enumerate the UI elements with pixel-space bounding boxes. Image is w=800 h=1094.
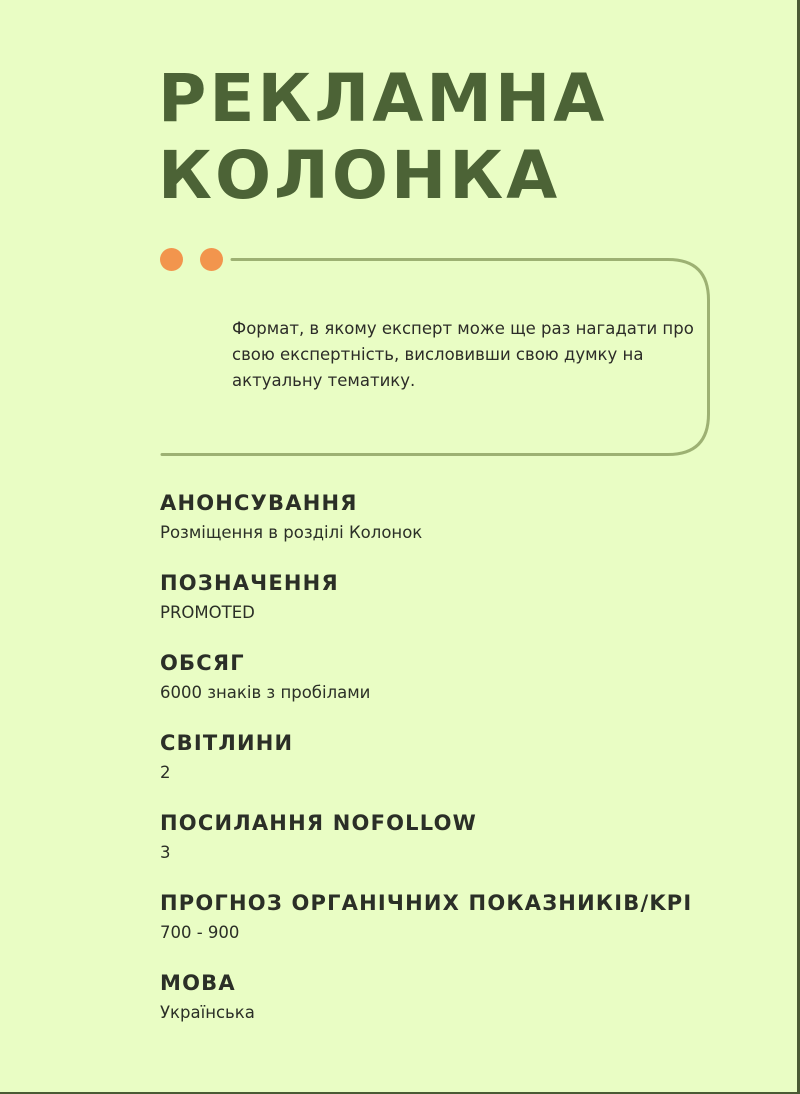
spec-value: 700 - 900 bbox=[160, 923, 240, 942]
spec-list bbox=[160, 488, 760, 1048]
spec-item-language bbox=[160, 968, 760, 1048]
spec-label: АНОНСУВАННЯ bbox=[160, 491, 358, 515]
page-title bbox=[158, 60, 607, 214]
title-line-1: РЕКЛАМНА bbox=[158, 60, 608, 137]
spec-item-kpi-forecast bbox=[160, 888, 760, 968]
spec-label: МОВА bbox=[160, 971, 236, 995]
spec-value: Українська bbox=[160, 1003, 255, 1022]
spec-value: 2 bbox=[160, 763, 171, 782]
spec-item-photos bbox=[160, 728, 760, 808]
spec-label: СВІТЛИНИ bbox=[160, 731, 294, 755]
title-line-2: КОЛОНКА bbox=[158, 137, 561, 214]
spec-label: ОБСЯГ bbox=[160, 651, 245, 675]
spec-label: ПОЗНАЧЕННЯ bbox=[160, 571, 339, 595]
spec-value: Розміщення в розділі Колонок bbox=[160, 523, 423, 542]
spec-value: PROMOTED bbox=[160, 603, 255, 622]
spec-label: ПРОГНОЗ ОРГАНІЧНИХ ПОКАЗНИКІВ/KPI bbox=[160, 891, 693, 915]
spec-label: ПОСИЛАННЯ NOFOLLOW bbox=[160, 811, 477, 835]
spec-value: 6000 знаків з пробілами bbox=[160, 683, 371, 702]
spec-item-marking bbox=[160, 568, 760, 648]
spec-item-volume bbox=[160, 648, 760, 728]
spec-item-announcing bbox=[160, 488, 760, 568]
spec-value: 3 bbox=[160, 843, 171, 862]
intro-text: Формат, в якому експерт може ще раз нагадати про свою експертність, висловивши свою думку на актуальну тематику. bbox=[232, 319, 694, 390]
spec-item-nofollow-links bbox=[160, 808, 760, 888]
